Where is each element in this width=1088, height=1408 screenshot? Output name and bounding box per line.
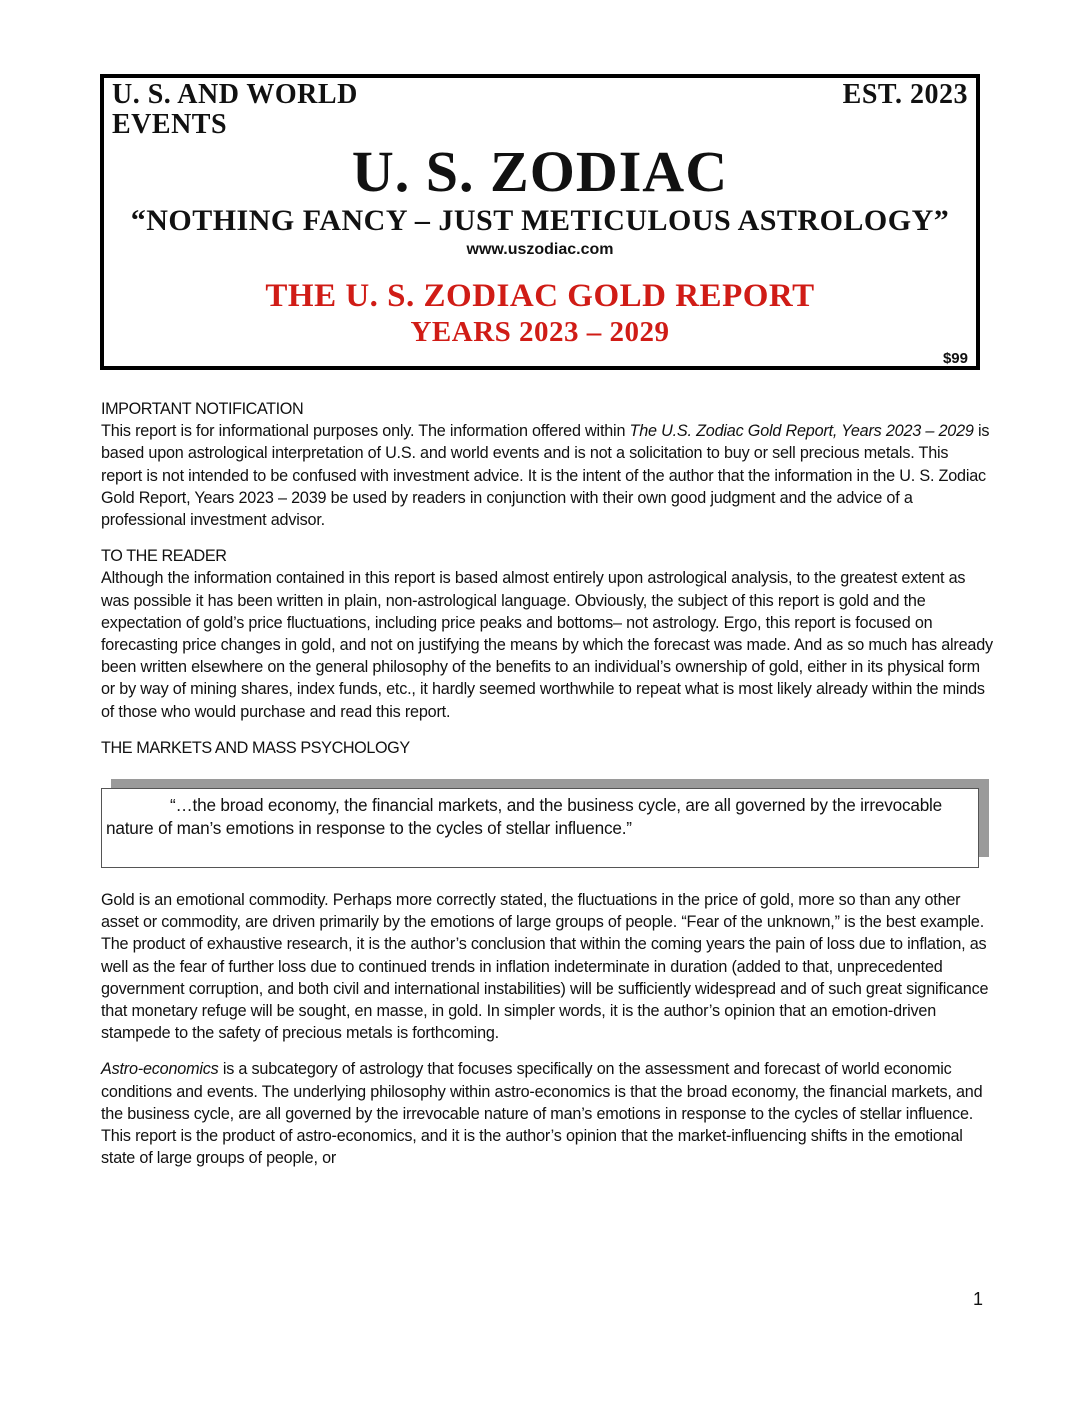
page-number: 1 xyxy=(973,1289,984,1309)
pull-quote xyxy=(101,779,991,875)
masthead-left-line2: EVENTS xyxy=(112,109,228,140)
price-label: $99 xyxy=(942,350,968,367)
established-label: EST. 2023 xyxy=(842,79,968,110)
spacer xyxy=(101,1044,993,1058)
spacer xyxy=(101,723,993,737)
spacer xyxy=(101,875,993,889)
notification-report-name: The U.S. Zodiac Gold Report, Years 2023 – 2029 xyxy=(629,422,974,441)
notification-text-end: is based upon astrological interpretation of U.S. and world events and is not a solicitation to buy or sell precious metals. This report is not intended to be confused with investment advice. It is the intent of the author that the information in the U. S. Zodiac Gold Report, Years 2023 – 2039 be used by readers in conjunction with their own good judgment and the advice of a professional investment advisor. xyxy=(101,422,990,530)
spacer xyxy=(101,531,993,545)
markets-paragraph-1: Gold is an emotional commodity. Perhaps more correctly stated, the fluctuations in the price of gold, more so than any other asset or commodity, are driven primarily by the emotions of large groups of people. “Fear of the unknown,” is the best example. The product of exhaustive research, it is the author’s conclusion that within the coming years the pain of loss due to inflation, as well as the fear of further loss due to continued trends in inflation indeterminate in duration (added to that, unprecedented government corruption, and both civil and international instabilities) will be sufficiently widespread and of such great significance that monetary refuge will be sought, en masse, in gold. In simpler words, it is the author’s opinion that an emotion-driven stampede to the safety of precious metals is forthcoming. xyxy=(101,891,989,1043)
pull-quote-box xyxy=(101,788,979,868)
masthead-box xyxy=(100,74,980,370)
website-url: www.uszodiac.com xyxy=(466,241,614,258)
astro-economics-term: Astro-economics xyxy=(101,1060,219,1079)
notification-paragraph xyxy=(101,420,993,531)
markets-paragraph-2 xyxy=(101,1058,993,1169)
markets-paragraph-2-text: is a subcategory of astrology that focuses specifically on the assessment and forecast of world economic conditions and events. The underlying philosophy within astro-economics is that the broad economy, the financial markets, and the business cycle, are all governed by the irrevocable nature of man’s emotions in response to the cycles of stellar influence. This report is the product of astro-economics, and it is the author’s opinion that the market-influencing shifts in the emotional state of large groups of people, or xyxy=(101,1060,983,1168)
pull-quote-text: “…the broad economy, the financial markets, and the business cycle, are all governed by the irrevocable nature of man’s emotions in response to the cycles of stellar influence.” xyxy=(106,795,943,839)
masthead-left-line1: U. S. AND WORLD xyxy=(112,79,358,110)
notification-text-start: This report is for informational purposes only. The information offered within xyxy=(101,422,630,441)
markets-heading: THE MARKETS AND MASS PSYCHOLOGY xyxy=(101,738,410,757)
reader-paragraph: Although the information contained in this report is based almost entirely upon astrological analysis, to the greatest extent as was possible it has been written in plain, non-astrological language. Obviously, the subject of this report is gold and the expectation of gold’s price fluctuations, including price peaks and bottoms– not astrology. Ergo, this report is focused on forecasting price changes in gold, and not on justifying the means by which the forecast was made. And as so much has already been written elsewhere on the general philosophy of the benefits to an individual’s ownership of gold, either in its physical form or by way of mining shares, index funds, etc., it hardly seemed worthwhile to repeat what is most likely already within the minds of those who would purchase and read this report. xyxy=(101,569,993,721)
document-body xyxy=(101,398,993,1169)
notification-heading: IMPORTANT NOTIFICATION xyxy=(101,400,304,418)
reader-heading: TO THE READER xyxy=(101,547,227,566)
masthead-left-label xyxy=(112,80,358,140)
publication-tagline: “NOTHING FANCY – JUST METICULOUS ASTROLOGY” xyxy=(130,204,950,237)
report-title: THE U. S. ZODIAC GOLD REPORT xyxy=(265,278,815,314)
publication-title: U. S. ZODIAC xyxy=(351,139,729,204)
report-years: YEARS 2023 – 2029 xyxy=(410,316,670,348)
